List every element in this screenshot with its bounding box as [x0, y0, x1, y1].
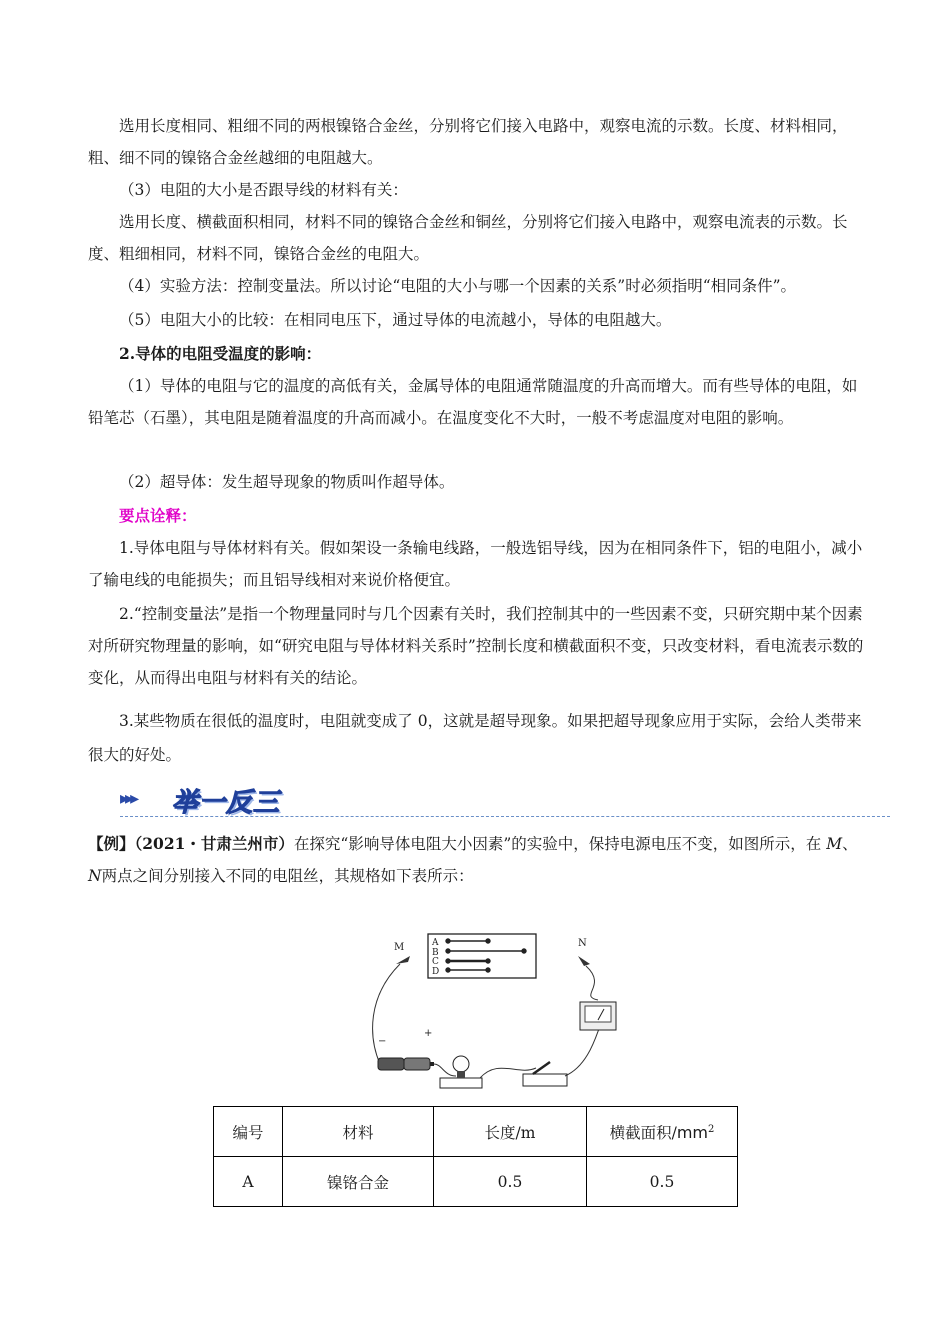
point-separator: 、 [842, 835, 858, 853]
battery-minus-label: − [378, 1036, 387, 1047]
clip-m-icon [396, 956, 410, 964]
key-point-1: 1.导体电阻与导体材料有关。假如架设一条输电线路，一般选铝导线，因为在相同条件下，铝的电阻小，减小了输电线的电能损失；而且铝导线相对来说价格便宜。 [88, 539, 863, 589]
table-header-row [214, 1107, 738, 1157]
wire-switch-ammeter [565, 1026, 600, 1076]
example-source: （2021・甘肃兰州市） [134, 834, 294, 853]
example-text-a: 在探究“影响导体电阻大小因素”的实验中，保持电源电压不变，如图所示，在 [293, 835, 827, 853]
banner-arrows-icon: ▸▸▸ [120, 788, 136, 809]
paragraph-material-question: （3）电阻的大小是否跟导线的材料有关： [119, 181, 408, 199]
wire-c-right-terminal [486, 959, 490, 963]
key-points-heading: 要点诠释： [119, 506, 197, 525]
paragraph-method: （4）实验方法：控制变量法。所以讨论“电阻的大小与哪一个因素的关系”时必须指明“相同条件”。 [119, 277, 797, 295]
wire-b-right-terminal [522, 949, 526, 953]
switch-base [523, 1074, 567, 1086]
header-area-label: 横截面积/ [609, 1123, 677, 1142]
banner-divider [120, 816, 890, 817]
bulb-icon [453, 1056, 469, 1072]
battery-cell-2 [404, 1058, 430, 1070]
wire-label-c: C [432, 957, 439, 967]
table-row [214, 1157, 738, 1207]
paragraph-thickness: 选用长度相同、粗细不同的两根镍铬合金丝，分别将它们接入电路中，观察电流的示数。长度、材料相同，粗、细不同的镍铬合金丝越细的电阻越大。 [88, 117, 848, 167]
wire-c-left-terminal [446, 959, 450, 963]
wire-label-a: A [432, 938, 439, 948]
example-tag: 【例】 [88, 834, 135, 853]
clip-label-n: N [578, 938, 587, 949]
clip-label-m: M [394, 942, 405, 953]
key-point-2: 2.“控制变量法”是指一个物理量同时与几个因素有关时，我们控制其中的一些因素不变，只研究期中某个因素对所研究物理量的影响，如“研究电阻与导体材料关系时”控制长度和横截面积不变，只改变材料，看电流表示数的变化，从而得出电阻与材料有关的结论。 [88, 605, 864, 687]
circuit-diagram [368, 926, 626, 1094]
paragraph-comparison: （5）电阻大小的比较：在相同电压下，通过导体的电流越小，导体的电阻越大。 [119, 311, 672, 329]
lead-wire-m [373, 964, 400, 1064]
header-material: 材料 [283, 1107, 434, 1157]
bulb-base [440, 1078, 482, 1088]
paragraph-superconductor: （2）超导体：发生超导现象的物质叫作超导体。 [119, 473, 455, 491]
wire-b-left-terminal [446, 949, 450, 953]
wire-d-left-terminal [446, 968, 450, 972]
battery-cell-1 [378, 1058, 404, 1070]
example-question [88, 828, 864, 892]
wire-a-right-terminal [486, 939, 490, 943]
wire-d-right-terminal [486, 968, 490, 972]
header-length: 长度/m [434, 1107, 587, 1157]
header-area-unit-sup: 2 [708, 1123, 715, 1135]
wire-label-d: D [432, 967, 440, 977]
wire-a-left-terminal [446, 939, 450, 943]
point-n: N [88, 867, 102, 885]
paragraph-material: 选用长度、横截面积相同，材料不同的镍铬合金丝和铜丝，分别将它们接入电路中，观察电流表的示数。长度、粗细相同，材料不同，镍铬合金丝的电阻大。 [88, 213, 848, 263]
clip-n-icon [578, 956, 590, 966]
key-point-3: 3.某些物质在很低的温度时，电阻就变成了 0，这就是超导现象。如果把超导现象应用于实际，会给人类带来很大的好处。 [88, 712, 862, 764]
battery-terminal [430, 1062, 434, 1066]
section-banner [120, 782, 900, 818]
header-id: 编号 [214, 1107, 283, 1157]
resistance-wire-spec-table [213, 1106, 738, 1207]
header-area [587, 1107, 738, 1157]
lead-wire-n [586, 966, 598, 1000]
battery-plus-label: + [424, 1028, 433, 1039]
header-area-unit: mm [676, 1122, 709, 1142]
banner-title: 举一反三 [172, 788, 281, 818]
cell-area: 0.5 [587, 1157, 738, 1207]
cell-material: 镍铬合金 [283, 1157, 434, 1207]
cell-length: 0.5 [434, 1157, 587, 1207]
wire-label-b: B [432, 948, 439, 958]
paragraph-temperature: （1）导体的电阻与它的温度的高低有关，金属导体的电阻通常随温度的升高而增大。而有些导体的电阻，如铅笔芯（石墨），其电阻是随着温度的升高而减小。在温度变化不大时，一般不考虑温度对电阻的影响。 [88, 377, 858, 427]
example-text-b: 两点之间分别接入不同的电阻丝，其规格如下表所示： [101, 867, 474, 885]
cell-id: A [214, 1157, 283, 1207]
section-heading-temperature: 2.导体的电阻受温度的影响： [119, 344, 322, 363]
point-m: M [826, 835, 843, 853]
bulb-socket [457, 1071, 465, 1078]
